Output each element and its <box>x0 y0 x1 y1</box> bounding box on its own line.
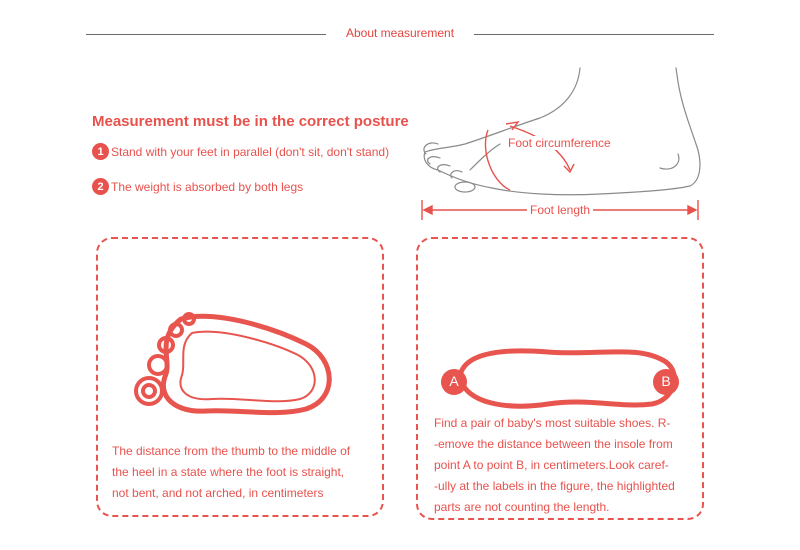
description-line: -ully at the labels in the figure, the highlighted <box>434 479 675 493</box>
description-line: -emove the distance between the insole from <box>434 437 673 451</box>
description-line: Find a pair of baby's most suitable shoes. R- <box>434 416 671 430</box>
description-line: parts are not counting the length. <box>434 500 610 514</box>
step-number-badge: 1 <box>92 143 109 160</box>
section-title: About measurement <box>345 26 455 40</box>
footprint-icon <box>126 299 346 424</box>
step-2 <box>92 178 303 195</box>
foot-length-label: Foot length <box>527 203 593 217</box>
step-1 <box>92 143 389 160</box>
foot-circumference-label: Foot circumference <box>505 136 614 150</box>
header-divider-left <box>86 34 326 35</box>
description-line: The distance from the thumb to the middle of <box>112 444 351 458</box>
step-text: Stand with your feet in parallel (don't sit, don't stand) <box>111 144 390 159</box>
step-number-badge: 2 <box>92 178 109 195</box>
point-b-marker: B <box>661 373 671 389</box>
insole-icon <box>438 334 683 419</box>
description-line: the heel in a state where the foot is straight, <box>112 465 345 479</box>
header-divider-right <box>474 34 714 35</box>
insole-description <box>434 413 699 518</box>
insole-card <box>416 237 704 520</box>
description-line: point A to point B, in centimeters.Look caref- <box>434 458 669 472</box>
description-line: not bent, and not arched, in centimeters <box>112 486 324 500</box>
footprint-description <box>112 441 377 504</box>
point-a-marker: A <box>449 373 459 389</box>
posture-heading: Measurement must be in the correct posture <box>92 113 409 130</box>
step-text: The weight is absorbed by both legs <box>111 179 304 194</box>
footprint-card <box>96 237 384 517</box>
